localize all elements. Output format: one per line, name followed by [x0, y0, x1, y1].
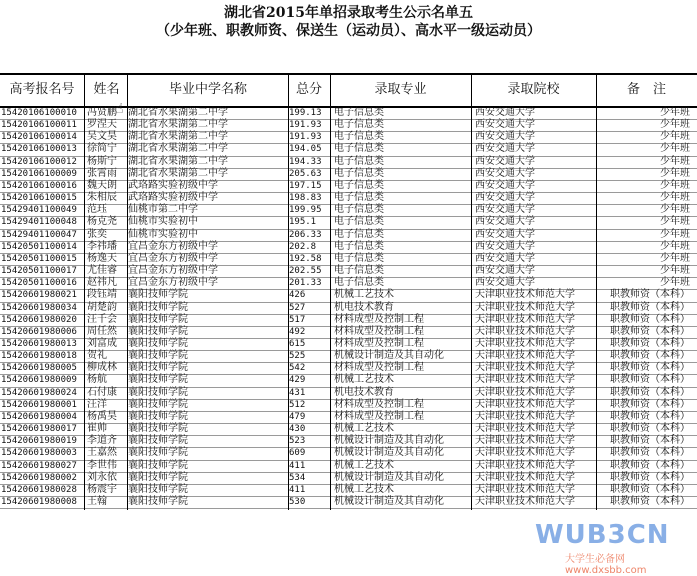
cell-score: 191.93: [289, 132, 322, 143]
cell-score: 615: [289, 338, 306, 349]
cell-remark: 少年班: [660, 155, 690, 167]
cell-name: 冯贤鹏: [87, 107, 117, 118]
column-divider: [127, 108, 128, 510]
cell-major: 电子信息类: [334, 131, 384, 143]
cell-school: 襄阳技师学院: [128, 483, 188, 495]
cell-name: 石付康: [87, 386, 117, 398]
cell-score: 492: [289, 326, 306, 337]
cell-name: 刘永依: [87, 471, 117, 483]
cell-exam-id: 15420601980018: [1, 351, 77, 362]
cell-exam-id: 15420601980001: [1, 399, 77, 410]
cell-college: 天津职业技术师范大学: [475, 447, 575, 459]
cell-remark: 少年班: [660, 265, 690, 277]
cell-score: 194.33: [289, 156, 322, 167]
document-title: 湖北省2015年单招录取考生公示名单五: [224, 5, 473, 21]
cell-exam-id: 15420601980020: [1, 314, 77, 325]
cell-college: 西安交通大学: [475, 204, 535, 216]
cell-name: 王嘉然: [87, 447, 117, 459]
cell-remark: 职教师资（本科）: [610, 483, 690, 495]
cell-score: 523: [289, 436, 306, 447]
cell-college: 天津职业技术师范大学: [475, 289, 575, 301]
cell-name: 杨克尧: [87, 216, 117, 228]
cell-score: 426: [289, 290, 306, 301]
cell-score: 431: [289, 387, 306, 398]
header-name: 姓名: [93, 82, 120, 97]
cell-exam-id: 15420601980013: [1, 338, 77, 349]
cell-major: 电子信息类: [334, 155, 384, 167]
cell-score: 202.55: [289, 266, 322, 277]
cell-name: 范珏: [87, 204, 107, 216]
cell-name: 赵祎凡: [87, 277, 117, 289]
cell-college: 天津职业技术师范大学: [475, 301, 575, 313]
cell-exam-id: 15420501100014: [1, 241, 77, 252]
column-divider: [596, 73, 597, 106]
cell-major: 电子信息类: [334, 204, 384, 216]
cell-remark: 少年班: [660, 179, 690, 191]
cell-score: 206.33: [289, 229, 322, 240]
cell-name: 胡楚韵: [87, 301, 117, 313]
cell-college: 天津职业技术师范大学: [475, 471, 575, 483]
cell-major: 材料成型及控制工程: [334, 337, 424, 349]
cell-college: 天津职业技术师范大学: [475, 362, 575, 374]
cell-school: 襄阳技师学院: [128, 398, 188, 410]
cell-school: 仙桃市第二中学: [128, 204, 198, 216]
cell-major: 机械工艺技术: [334, 483, 394, 495]
header-college: 录取院校: [507, 82, 560, 97]
header-school: 毕业中学名称: [168, 82, 247, 97]
cell-remark: 职教师资（本科）: [610, 325, 690, 337]
cell-name: 李祎璠: [87, 240, 117, 252]
cell-remark: 少年班: [660, 107, 690, 118]
watermark-caption: 大学生必备网 www.dxsbb.com: [565, 554, 647, 576]
cell-college: 西安交通大学: [475, 107, 535, 118]
cell-college: 西安交通大学: [475, 216, 535, 228]
cell-exam-id: 15420601980019: [1, 436, 77, 447]
cell-college: 天津职业技术师范大学: [475, 459, 575, 471]
cell-name: 刘富成: [87, 337, 117, 349]
cell-school: 襄阳技师学院: [128, 374, 188, 386]
cell-major: 机械设计制造及其自动化: [334, 447, 444, 459]
column-divider: [471, 108, 472, 510]
cell-remark: 职教师资（本科）: [610, 447, 690, 459]
cell-college: 西安交通大学: [475, 192, 535, 204]
cell-exam-id: 15420601980008: [1, 497, 77, 507]
cell-remark: 职教师资（本科）: [610, 386, 690, 398]
cell-name: 杨航: [87, 374, 107, 386]
cell-college: 天津职业技术师范大学: [475, 313, 575, 325]
cell-exam-id: 15420106100016: [1, 180, 77, 191]
cell-school: 仙桃市实验初中: [128, 228, 198, 240]
cell-exam-id: 15420601980005: [1, 363, 77, 374]
cell-college: 天津职业技术师范大学: [475, 337, 575, 349]
cell-remark: 少年班: [660, 252, 690, 264]
cell-major: 电子信息类: [334, 143, 384, 155]
cell-exam-id: 15420501100017: [1, 266, 77, 277]
header-major: 录取专业: [374, 82, 427, 97]
cell-major: 机械工艺技术: [334, 374, 394, 386]
hand-pointer-icon: ☝: [115, 101, 124, 117]
cell-college: 西安交通大学: [475, 252, 535, 264]
cell-exam-id: 15420501100016: [1, 278, 77, 289]
cell-remark: 少年班: [660, 131, 690, 143]
cell-exam-id: 15420106100012: [1, 156, 77, 167]
cell-school: 宜昌金东方初级中学: [128, 277, 218, 289]
cell-major: 电子信息类: [334, 240, 384, 252]
cell-major: 材料成型及控制工程: [334, 362, 424, 374]
table-body: [0, 108, 697, 509]
cell-major: 机械工艺技术: [334, 459, 394, 471]
cell-major: 电子信息类: [334, 252, 384, 264]
cell-school: 湖北省水果湖第二中学: [128, 119, 228, 131]
cell-school: 襄阳技师学院: [128, 313, 188, 325]
cell-exam-id: 15420601980004: [1, 411, 77, 422]
cell-score: 534: [289, 472, 306, 483]
header-score: 总分: [295, 82, 322, 97]
cell-score: 530: [289, 497, 306, 507]
cell-major: 机械设计制造及其自动化: [334, 471, 444, 483]
cell-school: 武珞路实验初级中学: [128, 179, 218, 191]
cell-score: 525: [289, 351, 306, 362]
cell-score: 205.63: [289, 168, 322, 179]
column-divider: [84, 73, 85, 106]
cell-name: 汪千会: [87, 313, 117, 325]
cell-score: 517: [289, 314, 306, 325]
cell-exam-id: 15420601980003: [1, 448, 77, 459]
cell-score: 192.58: [289, 253, 322, 264]
cell-remark: 职教师资（本科）: [610, 410, 690, 422]
cell-exam-id: 15420106100014: [1, 132, 77, 143]
column-divider: [471, 73, 472, 106]
cell-exam-id: 15420601980024: [1, 387, 77, 398]
cell-college: 西安交通大学: [475, 119, 535, 131]
cell-score: 194.05: [289, 144, 322, 155]
cell-name: 段钰靖: [87, 289, 117, 301]
cell-name: 周任然: [87, 325, 117, 337]
cell-major: 机电技术教育: [334, 301, 394, 313]
cell-college: 天津职业技术师范大学: [475, 435, 575, 447]
cell-college: 西安交通大学: [475, 277, 535, 289]
column-divider: [288, 73, 289, 106]
cell-score: 512: [289, 399, 306, 410]
cell-name: 朱相辰: [87, 192, 117, 204]
cell-school: 襄阳技师学院: [128, 337, 188, 349]
cell-school: 湖北省水果湖第二中学: [128, 107, 228, 118]
cell-remark: 职教师资（本科）: [610, 313, 690, 325]
cell-score: 191.93: [289, 120, 322, 131]
cell-major: 电子信息类: [334, 228, 384, 240]
cell-major: 材料成型及控制工程: [334, 410, 424, 422]
cell-school: 宜昌金东方初级中学: [128, 252, 218, 264]
cell-major: 电子信息类: [334, 192, 384, 204]
cell-major: 材料成型及控制工程: [334, 398, 424, 410]
cell-name: 吴文昊: [87, 131, 117, 143]
cell-remark: 职教师资（本科）: [610, 337, 690, 349]
cell-major: 机电技术教育: [334, 386, 394, 398]
cell-school: 襄阳技师学院: [128, 350, 188, 362]
cell-major: 机械工艺技术: [334, 423, 394, 435]
cell-exam-id: 15420106100015: [1, 193, 77, 204]
cell-major: 电子信息类: [334, 265, 384, 277]
cell-remark: 职教师资（本科）: [610, 301, 690, 313]
cell-name: 张奕: [87, 228, 107, 240]
cell-score: 430: [289, 424, 306, 435]
cell-college: 西安交通大学: [475, 228, 535, 240]
cell-score: 199.95: [289, 205, 322, 216]
cell-college: 西安交通大学: [475, 143, 535, 155]
cell-remark: 职教师资（本科）: [610, 459, 690, 471]
table-header: [0, 73, 697, 106]
cell-exam-id: 15420106100013: [1, 144, 77, 155]
cell-major: 电子信息类: [334, 107, 384, 118]
column-divider: [596, 108, 597, 510]
cell-remark: 职教师资（本科）: [610, 496, 690, 507]
cell-score: 429: [289, 375, 306, 386]
cell-name: 徐简宁: [87, 143, 117, 155]
cell-exam-id: 15429401100047: [1, 229, 77, 240]
cell-score: 198.83: [289, 193, 322, 204]
cell-school: 武珞路实验初级中学: [128, 192, 218, 204]
cell-exam-id: 15420106100011: [1, 120, 77, 131]
cell-college: 西安交通大学: [475, 265, 535, 277]
cell-major: 材料成型及控制工程: [334, 313, 424, 325]
cell-major: 机械设计制造及其自动化: [334, 496, 444, 507]
cell-school: 襄阳技师学院: [128, 459, 188, 471]
cell-school: 湖北省水果湖第二中学: [128, 131, 228, 143]
cell-remark: 职教师资（本科）: [610, 471, 690, 483]
cell-major: 机械设计制造及其自动化: [334, 350, 444, 362]
cell-school: 襄阳技师学院: [128, 325, 188, 337]
cell-school: 湖北省水果湖第二中学: [128, 155, 228, 167]
column-divider: [330, 108, 331, 510]
cell-school: 襄阳技师学院: [128, 471, 188, 483]
cell-name: 汪洋: [87, 398, 107, 410]
cell-college: 天津职业技术师范大学: [475, 496, 575, 507]
document-subtitle: （少年班、职教师资、保送生（运动员）、高水平一级运动员）: [156, 23, 541, 39]
cell-score: 479: [289, 411, 306, 422]
cell-remark: 职教师资（本科）: [610, 423, 690, 435]
cell-remark: 职教师资（本科）: [610, 398, 690, 410]
cell-major: 电子信息类: [334, 119, 384, 131]
cell-college: 西安交通大学: [475, 155, 535, 167]
watermark-logo: WUB3CN: [535, 520, 670, 550]
cell-college: 天津职业技术师范大学: [475, 410, 575, 422]
cell-exam-id: 15420106100009: [1, 168, 77, 179]
cell-remark: 职教师资（本科）: [610, 362, 690, 374]
cell-college: 西安交通大学: [475, 179, 535, 191]
cell-college: 天津职业技术师范大学: [475, 386, 575, 398]
cell-score: 202.8: [289, 241, 317, 252]
cell-name: 尤佳睿: [87, 265, 117, 277]
column-divider: [84, 108, 85, 510]
cell-school: 宜昌金东方初级中学: [128, 265, 218, 277]
cell-name: 柳成林: [87, 362, 117, 374]
cell-remark: 少年班: [660, 143, 690, 155]
cell-college: 天津职业技术师范大学: [475, 423, 575, 435]
cell-major: 电子信息类: [334, 216, 384, 228]
cell-school: 襄阳技师学院: [128, 496, 188, 507]
cell-college: 天津职业技术师范大学: [475, 374, 575, 386]
cell-major: 电子信息类: [334, 179, 384, 191]
cell-exam-id: 15420601980027: [1, 460, 77, 471]
header-exam-id: 高考报名号: [9, 82, 75, 97]
cell-major: 机械工艺技术: [334, 289, 394, 301]
cell-name: 王翰: [87, 496, 107, 507]
cell-remark: 职教师资（本科）: [610, 435, 690, 447]
cell-name: 杨禹昊: [87, 410, 117, 422]
cell-remark: 少年班: [660, 119, 690, 131]
cell-name: 李道齐: [87, 435, 117, 447]
cell-remark: 少年班: [660, 204, 690, 216]
site-watermark: [535, 520, 695, 576]
header-remark: 备 注: [626, 82, 666, 97]
cell-exam-id: 15429401100048: [1, 217, 77, 228]
cell-score: 411: [289, 484, 306, 495]
cell-exam-id: 15420601980034: [1, 302, 77, 313]
cell-score: 197.15: [289, 180, 322, 191]
cell-school: 襄阳技师学院: [128, 435, 188, 447]
cell-exam-id: 15429401100049: [1, 205, 77, 216]
cell-exam-id: 15420601980028: [1, 484, 77, 495]
cell-college: 西安交通大学: [475, 167, 535, 179]
cell-remark: 职教师资（本科）: [610, 350, 690, 362]
cell-name: 贺礼: [87, 350, 107, 362]
cell-school: 湖北省水果湖第二中学: [128, 167, 228, 179]
cell-name: 李世伟: [87, 459, 117, 471]
cell-school: 湖北省水果湖第二中学: [128, 143, 228, 155]
cell-school: 仙桃市实验初中: [128, 216, 198, 228]
cell-remark: 少年班: [660, 277, 690, 289]
cell-score: 411: [289, 460, 306, 471]
cell-name: 杨斯宁: [87, 155, 117, 167]
cell-exam-id: 15420601980009: [1, 375, 77, 386]
table-row: [0, 497, 697, 509]
column-divider: [288, 108, 289, 510]
cell-college: 天津职业技术师范大学: [475, 483, 575, 495]
cell-college: 西安交通大学: [475, 131, 535, 143]
cell-exam-id: 15420601980021: [1, 290, 77, 301]
cell-remark: 少年班: [660, 216, 690, 228]
cell-major: 机械设计制造及其自动化: [334, 435, 444, 447]
cell-remark: 少年班: [660, 167, 690, 179]
cell-college: 天津职业技术师范大学: [475, 350, 575, 362]
cell-name: 张霄雨: [87, 167, 117, 179]
cell-name: 杨震宇: [87, 483, 117, 495]
cell-remark: 少年班: [660, 228, 690, 240]
cell-school: 襄阳技师学院: [128, 289, 188, 301]
cell-school: 襄阳技师学院: [128, 410, 188, 422]
cell-college: 西安交通大学: [475, 240, 535, 252]
cell-name: 杨逸天: [87, 252, 117, 264]
cell-name: 罗涅天: [87, 119, 117, 131]
cell-name: 崔帅: [87, 423, 107, 435]
column-divider: [127, 73, 128, 106]
cell-major: 材料成型及控制工程: [334, 325, 424, 337]
cell-exam-id: 15420601980006: [1, 326, 77, 337]
cell-score: 195.1: [289, 217, 317, 228]
cell-remark: 职教师资（本科）: [610, 374, 690, 386]
cell-exam-id: 15420106100010: [1, 108, 77, 118]
cell-exam-id: 15420601980002: [1, 472, 77, 483]
cell-school: 襄阳技师学院: [128, 423, 188, 435]
cell-score: 542: [289, 363, 306, 374]
cell-remark: 少年班: [660, 240, 690, 252]
cell-name: 魏天朗: [87, 179, 117, 191]
cell-exam-id: 15420501100015: [1, 253, 77, 264]
cell-score: 527: [289, 302, 306, 313]
cell-school: 襄阳技师学院: [128, 301, 188, 313]
cell-school: 襄阳技师学院: [128, 386, 188, 398]
cell-college: 天津职业技术师范大学: [475, 398, 575, 410]
cell-school: 宜昌金东方初级中学: [128, 240, 218, 252]
cell-school: 襄阳技师学院: [128, 362, 188, 374]
column-divider: [330, 73, 331, 106]
cell-major: 电子信息类: [334, 167, 384, 179]
cell-college: 天津职业技术师范大学: [475, 325, 575, 337]
cell-score: 199.13: [289, 108, 322, 118]
cell-score: 609: [289, 448, 306, 459]
cell-remark: 职教师资（本科）: [610, 289, 690, 301]
cell-remark: 少年班: [660, 192, 690, 204]
cell-score: 201.33: [289, 278, 322, 289]
cell-major: 电子信息类: [334, 277, 384, 289]
cell-exam-id: 15420601980017: [1, 424, 77, 435]
cell-school: 襄阳技师学院: [128, 447, 188, 459]
